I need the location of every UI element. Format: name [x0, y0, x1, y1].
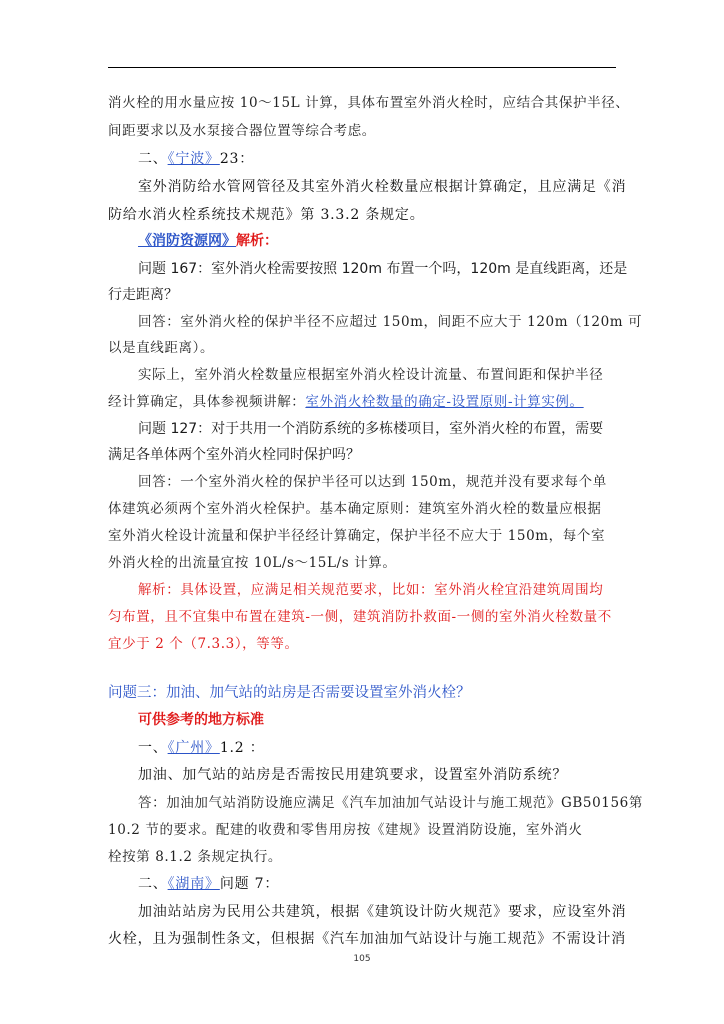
paragraph-line: 火栓，且为强制性条文，但根据《汽车加油加气站设计与施工规范》不需设计消 — [108, 931, 626, 947]
guangzhou-link[interactable]: 《广州》 — [167, 740, 220, 756]
answer-line: 以是直线距离）。 — [108, 340, 215, 356]
question-127-cont: 满足各单体两个室外消火栓同时保护吗？ — [108, 447, 360, 463]
video-explanation-link[interactable]: 室外消火栓数量的确定-设置原则-计算实例。 — [305, 394, 584, 410]
section-heading-hunan: 二、《湖南》问题 7： — [138, 876, 280, 892]
question-167: 问题 167：室外消火栓需要按照 120m 布置一个吗，120m 是直线距离，还是 — [138, 261, 628, 277]
paragraph-line: 实际上，室外消火栓数量应根据室外消火栓设计流量、布置间距和保护半径 — [138, 367, 604, 383]
answer-line: 回答：室外消火栓的保护半径不应超过 150m，间距不应大于 120m（120m 可 — [138, 314, 643, 330]
question-three-heading: 问题三：加油、加气站的站房是否需要设置室外消火栓？ — [108, 685, 471, 701]
answer-line: 室外消火栓设计流量和保护半径经计算确定，保护半径不应大于 150m，每个室 — [108, 528, 606, 544]
paragraph-line: 消火栓的用水量应按 10～15L 计算，具体布置室外消火栓时，应结合其保护半径、 — [108, 95, 630, 111]
page-number: 105 — [353, 954, 371, 964]
answer-line: 回答：一个室外消火栓的保护半径可以达到 150m，规范并没有要求每个单 — [138, 474, 607, 490]
question-167-cont: 行走距离？ — [108, 287, 178, 303]
answer-line: 外消火栓的出流量宜按 10L/s～15L/s 计算。 — [108, 555, 397, 571]
paragraph-line: 经计算确定，具体参视频讲解：室外消火栓数量的确定-设置原则-计算实例。 — [108, 394, 584, 410]
paragraph-line: 加油、加气站的站房是否需按民用建筑要求，设置室外消防系统？ — [138, 767, 568, 783]
analysis-red-line: 宜少于 2 个（7.3.3），等等。 — [108, 636, 299, 652]
analysis-red-line: 解析：具体设置，应满足相关规范要求，比如：室外消火栓宜沿建筑周围均 — [138, 582, 604, 598]
header-rule — [108, 67, 616, 68]
answer-line: 10.2 节的要求。配建的收费和零售用房按《建规》设置消防设施，室外消火 — [108, 822, 583, 838]
xiaofang-ziyuan-link[interactable]: 《消防资源网》 — [138, 233, 236, 249]
ningbo-link[interactable]: 《宁波》 — [167, 151, 220, 167]
answer-line: 栓按第 8.1.2 条规定执行。 — [108, 849, 283, 865]
question-127: 问题 127：对于共用一个消防系统的多栋楼项目，室外消火栓的布置，需要 — [138, 421, 604, 437]
paragraph-line: 室外消防给水管网管径及其室外消火栓数量应根据计算确定，且应满足《消 — [138, 179, 627, 195]
analysis-heading: 《消防资源网》解析： — [138, 233, 278, 249]
paragraph-line: 加油站站房为民用公共建筑，根据《建筑设计防火规范》要求，应设室外消 — [138, 904, 627, 920]
section-heading-ningbo: 二、《宁波》23： — [138, 151, 255, 167]
paragraph-line: 间距要求以及水泵接合器位置等综合考虑。 — [108, 123, 376, 139]
answer-line: 体建筑必须两个室外消火栓保护。基本确定原则：建筑室外消火栓的数量应根据 — [108, 501, 602, 517]
hunan-link[interactable]: 《湖南》 — [167, 876, 220, 892]
analysis-red-line: 匀布置，且不宜集中布置在建筑-一侧，建筑消防扑救面-一侧的室外消火栓数量不 — [108, 609, 612, 625]
answer-line: 答：加油加气站消防设施应满足《汽车加油加气站设计与施工规范》GB50156第 — [138, 795, 643, 811]
local-standard-heading: 可供参考的地方标准 — [138, 712, 264, 728]
section-heading-guangzhou: 一、《广州》1.2 ： — [138, 740, 265, 756]
paragraph-line: 防给水消火栓系统技术规范》第 3.3.2 条规定。 — [108, 207, 425, 223]
